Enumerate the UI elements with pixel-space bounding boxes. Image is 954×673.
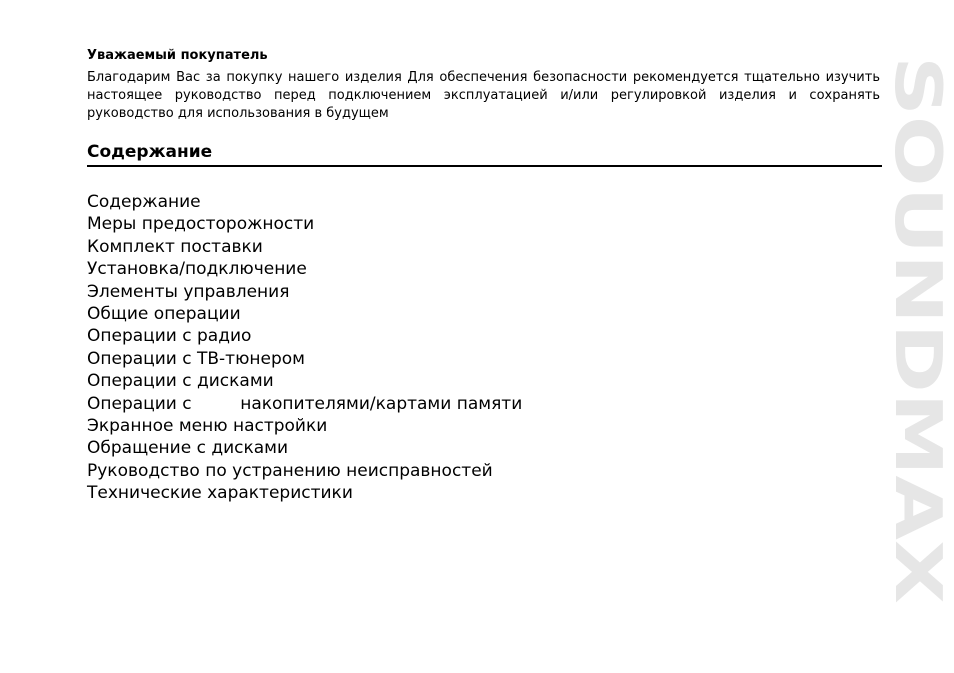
contents-item: Операции с накопителями/картами памяти [87, 393, 523, 414]
contents-item: Комплект поставки [87, 236, 263, 257]
contents-item: Руководство по устранению неисправностей [87, 460, 493, 481]
contents-item: Операции с радио [87, 326, 252, 347]
heading-underline [87, 165, 882, 167]
contents-heading: Содержание [87, 142, 213, 162]
contents-item: Обращение с дисками [87, 438, 289, 459]
contents-item: Технические характеристики [87, 483, 353, 504]
brand-logo-text: SOUNDMAX [880, 56, 954, 478]
greeting-title: Уважаемый покупатель [87, 48, 268, 63]
contents-item: Экранное меню настройки [87, 416, 328, 437]
contents-item: Операции с дисками [87, 371, 274, 392]
contents-item: Общие операции [87, 304, 241, 325]
contents-list [87, 191, 522, 505]
contents-item: Операции с ТВ-тюнером [87, 348, 305, 369]
contents-item: Меры предосторожности [87, 214, 315, 235]
soundmax-logo [880, 50, 954, 610]
contents-item: Установка/подключение [87, 259, 307, 280]
intro-paragraph: Благодарим Вас за покупку нашего изделия Для обеспечения безопасности рекомендуется тщательно изучить настоящее руководство перед подключением эксплуатацией и/или регулировкой изделия и сохранять руководство для использования в будущем [87, 70, 880, 121]
contents-item: Элементы управления [87, 281, 290, 302]
contents-item: Содержание [87, 192, 201, 212]
